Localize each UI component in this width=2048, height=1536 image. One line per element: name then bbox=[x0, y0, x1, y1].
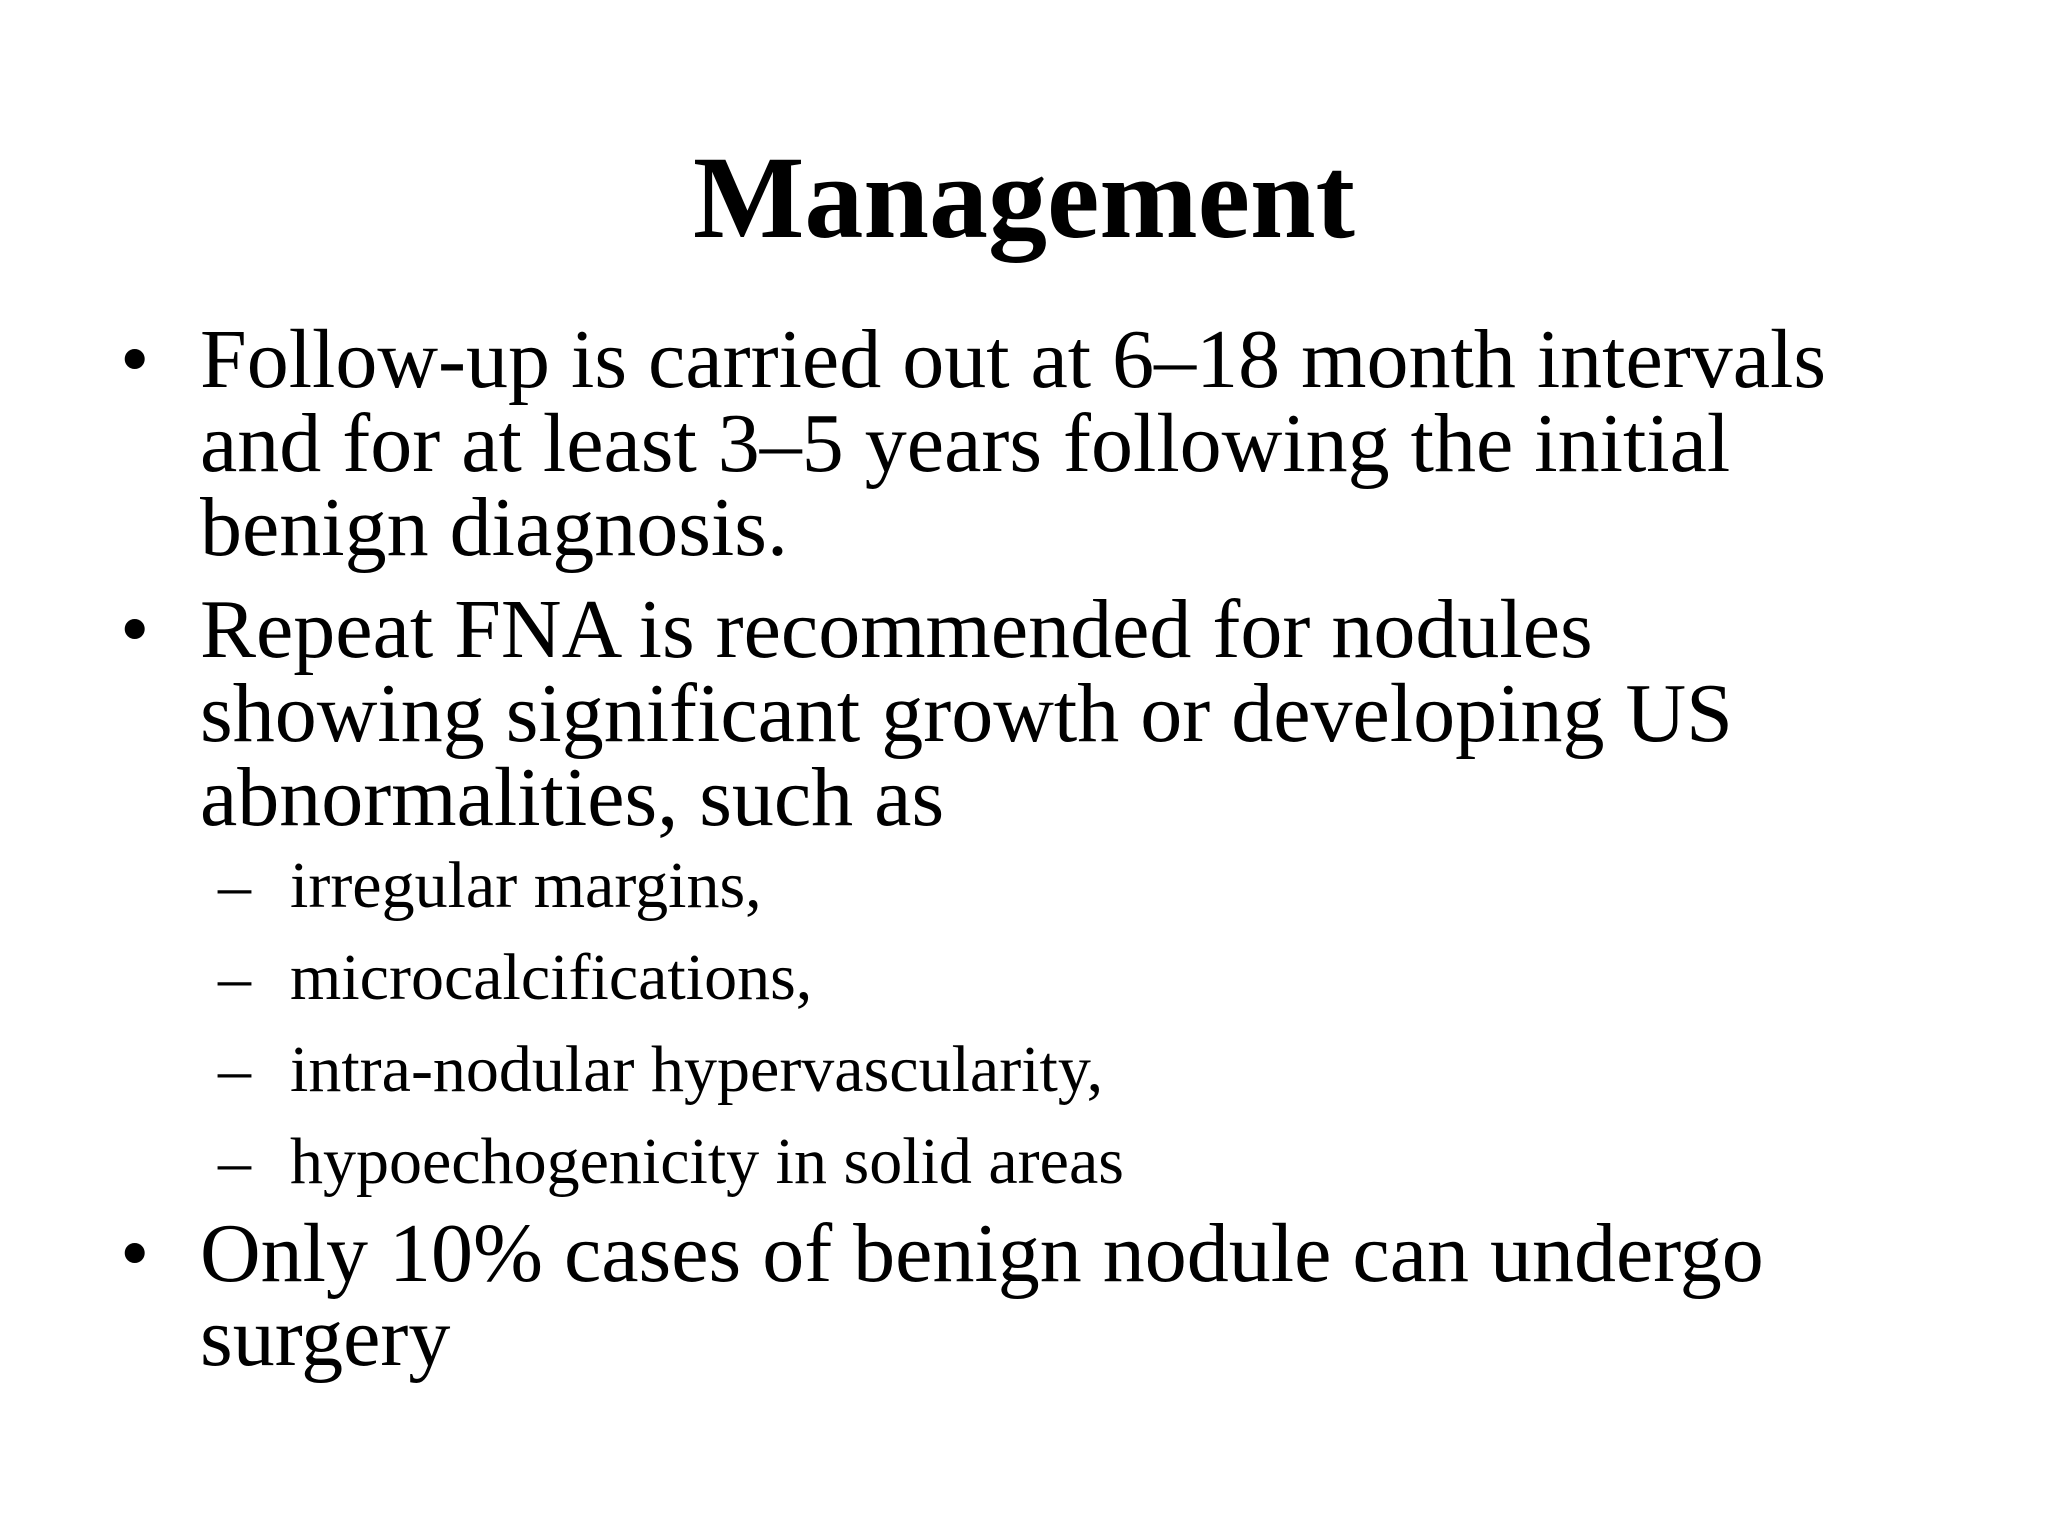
sub-text: microcalcifications, bbox=[290, 941, 813, 1014]
sub-marker: – bbox=[218, 1033, 251, 1106]
sub-text: intra-nodular hypervascularity, bbox=[290, 1033, 1104, 1106]
slide-title: Management bbox=[693, 132, 1355, 263]
bullet-text bbox=[200, 313, 1990, 574]
sub-marker: – bbox=[218, 941, 251, 1014]
sub-marker: – bbox=[218, 1125, 251, 1198]
bullet-text bbox=[200, 583, 1990, 844]
sub-marker: – bbox=[218, 849, 251, 922]
bullet-line: Only 10% cases of benign nodule can undergo bbox=[200, 1207, 1764, 1300]
bullet-line: surgery bbox=[200, 1291, 451, 1384]
bullet-marker: • bbox=[120, 1207, 150, 1300]
bullet-line: and for at least 3–5 years following the initial bbox=[200, 397, 1731, 490]
bullet-line: showing significant growth or developing US bbox=[200, 667, 1733, 760]
bullet-line: Repeat FNA is recommended for nodules bbox=[200, 583, 1593, 676]
sub-text: hypoechogenicity in solid areas bbox=[290, 1125, 1124, 1198]
bullet-line: benign diagnosis. bbox=[200, 481, 788, 574]
bullet-marker: • bbox=[120, 583, 150, 676]
bullet-text bbox=[200, 1207, 1990, 1384]
bullet-line: abnormalities, such as bbox=[200, 751, 945, 844]
bullet-line: Follow-up is carried out at 6–18 month intervals bbox=[200, 313, 1827, 406]
sub-text: irregular margins, bbox=[290, 849, 762, 922]
bullet-marker: • bbox=[120, 313, 150, 406]
